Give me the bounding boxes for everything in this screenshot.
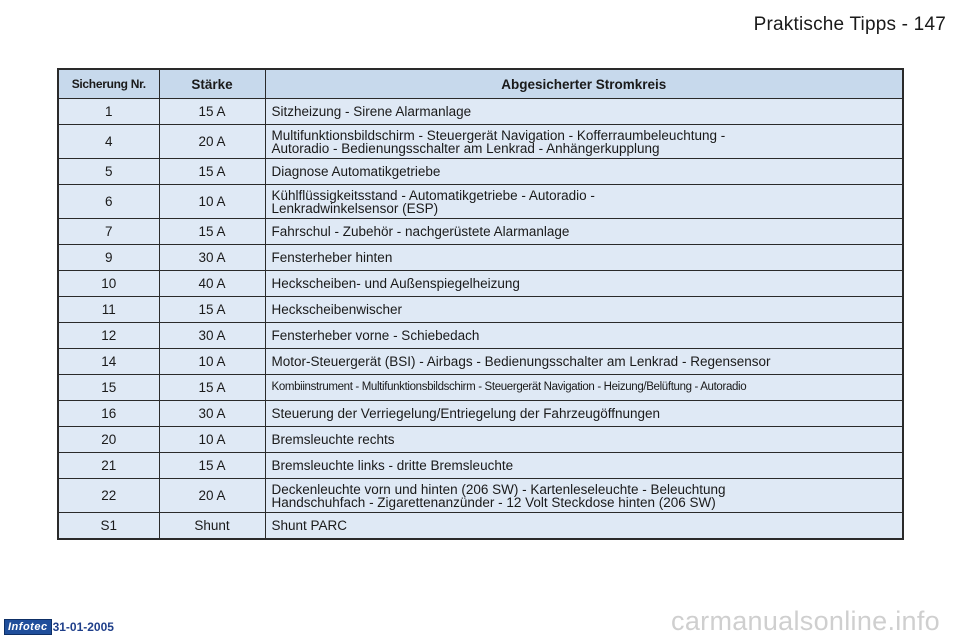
circuit-text: Multifunktionsbildschirm - Steuergerät Navigation - Kofferraumbeleuchtung - [271,127,726,143]
table-row [58,185,903,219]
circuit-cell [265,323,903,349]
table-row [58,219,903,245]
column-header-circuit: Abgesicherter Stromkreis [265,69,903,99]
rating-cell: 10 A [159,349,265,375]
rating-cell: 30 A [159,401,265,427]
fuse-number-cell: 9 [58,245,159,271]
circuit-text: Steuerung der Verriegelung/Entriegelung der Fahrzeugöffnungen [271,406,661,421]
rating-cell: 15 A [159,375,265,401]
circuit-text: Heckscheibenwischer [271,302,403,317]
table-row [58,159,903,185]
rating-cell: 15 A [159,297,265,323]
table-row [58,323,903,349]
circuit-text: Sitzheizung - Sirene Alarmanlage [271,104,472,119]
rating-cell: 15 A [159,453,265,479]
fuse-number-cell: 16 [58,401,159,427]
fuse-number-cell: 10 [58,271,159,297]
circuit-text: Deckenleuchte vorn und hinten (206 SW) - Kartenleseleuchte - Beleuchtung [271,481,726,497]
column-header-rating: Stärke [159,69,265,99]
circuit-cell [265,479,903,513]
table-row [58,297,903,323]
fuse-table [57,68,904,540]
rating-cell: 20 A [159,479,265,513]
circuit-cell [265,185,903,219]
table-row [58,125,903,159]
circuit-cell [265,271,903,297]
circuit-cell [265,427,903,453]
circuit-text: Motor-Steuergerät (BSI) - Airbags - Bedienungsschalter am Lenkrad - Regensensor [271,354,771,369]
circuit-cell [265,245,903,271]
circuit-cell [265,159,903,185]
table-row [58,513,903,540]
table-row [58,401,903,427]
circuit-cell [265,125,903,159]
rating-cell: 15 A [159,99,265,125]
circuit-text: Bremsleuchte links - dritte Bremsleuchte [271,458,514,473]
edition-date: 31-01-2005 [52,620,114,634]
table-body [58,99,903,540]
table-row [58,375,903,401]
circuit-text: Bremsleuchte rechts [271,432,395,447]
rating-cell: 40 A [159,271,265,297]
table-row [58,99,903,125]
fuse-number-cell: 20 [58,427,159,453]
circuit-cell [265,513,903,540]
table-row [58,349,903,375]
fuse-number-cell: 4 [58,125,159,159]
circuit-cell [265,99,903,125]
circuit-cell [265,401,903,427]
fuse-number-cell: 1 [58,99,159,125]
table-row [58,453,903,479]
fuse-number-cell: S1 [58,513,159,540]
circuit-cell [265,375,903,401]
column-header-fuse-number: Sicherung Nr. [58,69,159,99]
circuit-cell [265,349,903,375]
table-row [58,245,903,271]
watermark: carmanualsonline.info [671,606,940,636]
rating-cell: 10 A [159,185,265,219]
circuit-text: Fensterheber hinten [271,250,393,265]
circuit-text: Shunt PARC [271,518,348,533]
fuse-number-cell: 15 [58,375,159,401]
rating-cell: 30 A [159,323,265,349]
fuse-number-cell: 5 [58,159,159,185]
rating-cell: 10 A [159,427,265,453]
rating-cell: 30 A [159,245,265,271]
table-header-row [58,69,903,99]
circuit-text-line2: Lenkradwinkelsensor (ESP) [271,200,439,216]
rating-cell: 15 A [159,159,265,185]
fuse-number-cell: 21 [58,453,159,479]
circuit-text: Kombiinstrument - Multifunktionsbildschirm - Steuergerät Navigation - Heizung/Belüftung - Autoradio [271,381,747,393]
fuse-number-cell: 11 [58,297,159,323]
circuit-text: Fahrschul - Zubehör - nachgerüstete Alarmanlage [271,224,570,239]
fuse-number-cell: 7 [58,219,159,245]
rating-cell: 15 A [159,219,265,245]
rating-cell: 20 A [159,125,265,159]
fuse-number-cell: 6 [58,185,159,219]
circuit-text-line2: Autoradio - Bedienungsschalter am Lenkrad - Anhängerkupplung [271,140,660,156]
table-row [58,479,903,513]
circuit-text: Heckscheiben- und Außenspiegelheizung [271,276,520,291]
circuit-text: Diagnose Automatikgetriebe [271,164,441,179]
fuse-number-cell: 22 [58,479,159,513]
fuse-number-cell: 12 [58,323,159,349]
circuit-cell [265,453,903,479]
circuit-text: Kühlflüssigkeitsstand - Automatikgetriebe - Autoradio - [271,187,595,203]
table-row [58,271,903,297]
fuse-number-cell: 14 [58,349,159,375]
circuit-text: Fensterheber vorne - Schiebedach [271,328,480,343]
infotec-logo: Infotec [4,619,52,635]
table-row [58,427,903,453]
circuit-cell [265,297,903,323]
footer-badge [4,620,114,634]
circuit-text-line2: Handschuhfach - Zigarettenanzünder - 12 Volt Steckdose hinten (206 SW) [271,494,716,510]
circuit-cell [265,219,903,245]
page-title: Praktische Tipps - 147 [753,14,946,35]
rating-cell: Shunt [159,513,265,540]
